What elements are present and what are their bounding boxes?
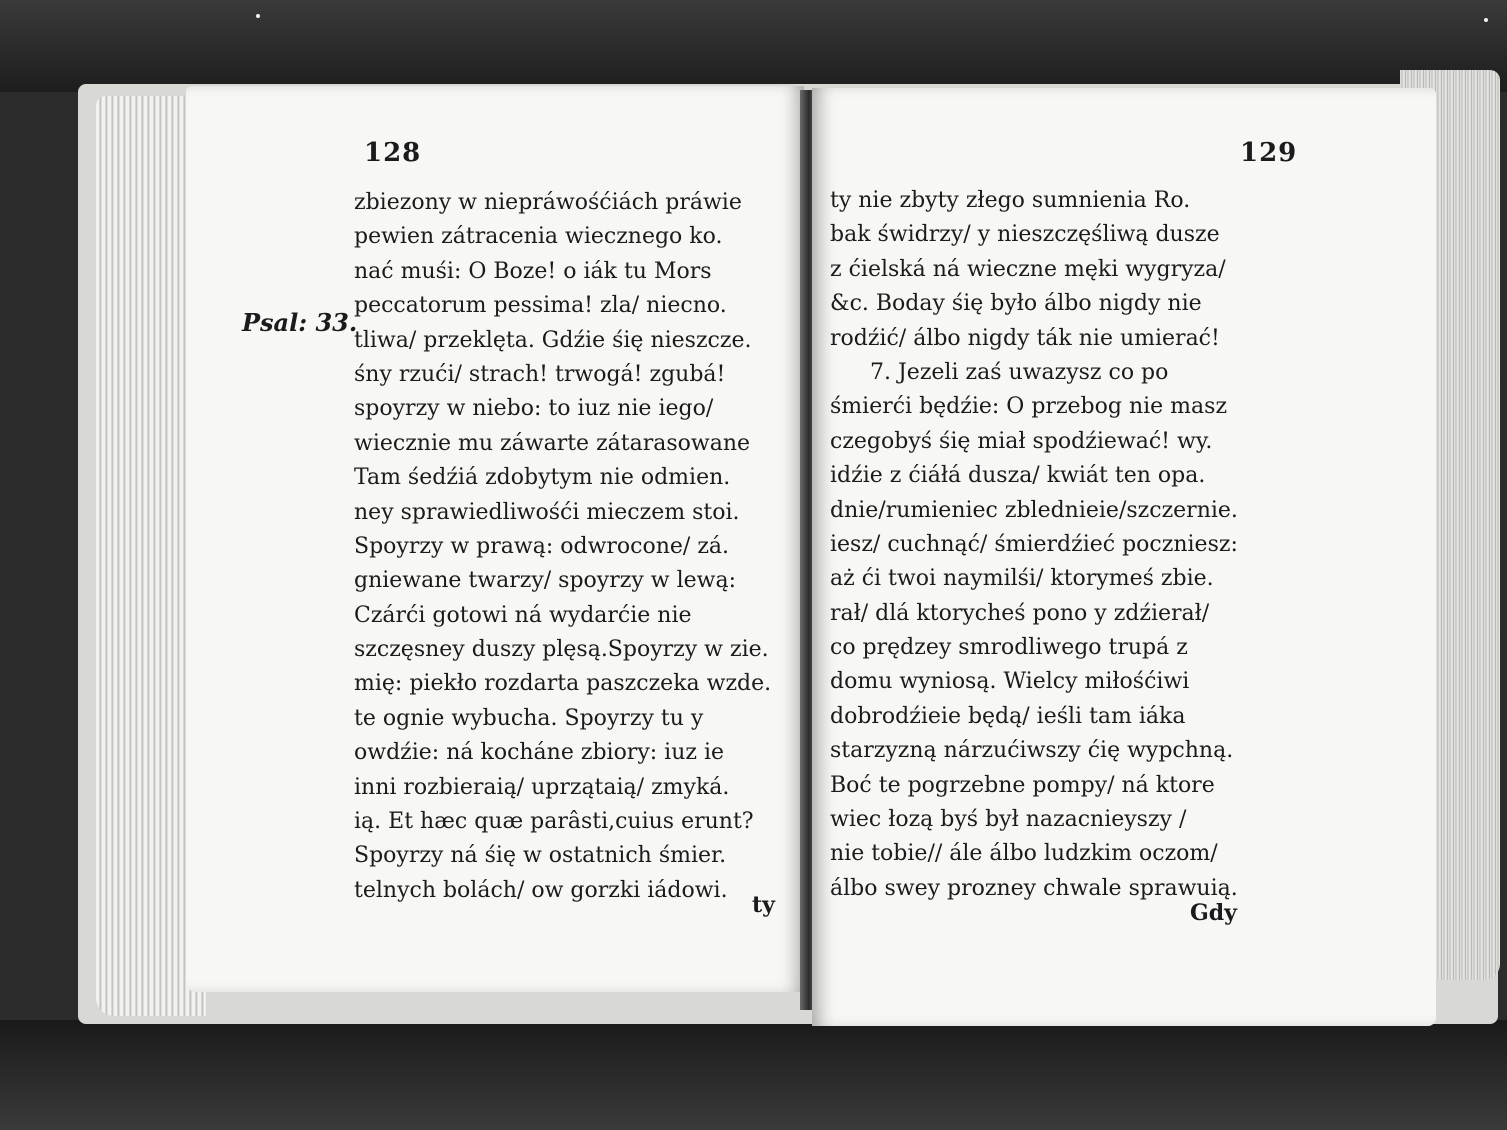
text-line: szczęsney duszy plęsą.Spoyrzy w zie. (354, 637, 769, 663)
text-line: rał/ dlá ktorycheś pono y zdźierał/ (830, 600, 1210, 626)
dust-speck (1484, 18, 1488, 22)
text-line: bak świdrzy/ y nieszczęśliwą dusze (830, 222, 1220, 248)
text-line: telnych bolách/ ow gorzki iádowi. (354, 877, 728, 903)
right-page-number: 129 (1240, 138, 1298, 168)
scan-background-bottom (0, 1020, 1507, 1130)
text-line: &c. Boday śię było álbo nigdy nie (830, 291, 1202, 317)
text-line: Czárći gotowi ná wydarćie nie (354, 602, 692, 628)
text-line: pewien zátracenia wiecznego ko. (354, 224, 723, 250)
text-line: zbiezony w niepráwośćiách práwie (354, 190, 742, 215)
text-line: spoyrzy w niebo: to iuz nie iego/ (354, 396, 714, 422)
text-line: ty nie zbyty złego sumnienia Ro. (830, 188, 1191, 213)
text-line: czegobyś śię miał spodźiewać! wy. (830, 428, 1213, 454)
text-line: wiec łozą byś był nazacnieyszy / (830, 807, 1187, 833)
left-catchword: ty (752, 892, 775, 918)
text-line: Spoyrzy w prawą: odwrocone/ zá. (354, 533, 730, 559)
text-line: dobrodźieie będą/ ieśli tam iáka (830, 703, 1186, 729)
text-line: ią. Et hæc quæ parâsti,cuius erunt? (354, 809, 754, 835)
scan-background-top (0, 0, 1507, 92)
text-line: tliwa/ przeklęta. Gdźie śię nieszcze. (354, 327, 752, 353)
text-line: peccatorum pessima! zla/ niecno. (354, 293, 727, 319)
text-line: co prędzey smrodliwego trupá z (830, 635, 1188, 661)
right-page-text (830, 184, 1238, 906)
left-page-text (354, 186, 771, 908)
text-line: wiecznie mu záwarte zátarasowane (354, 430, 751, 456)
text-line: 7. Jezeli zaś uwazysz co po (870, 359, 1169, 385)
text-line: iesz/ cuchnąć/ śmierdźieć poczniesz: (830, 531, 1238, 557)
text-line: owdźie: ná kocháne zbiory: iuz ie (354, 740, 725, 766)
left-page-number: 128 (364, 138, 422, 168)
text-line: aż ći twoi naymilśi/ ktorymeś zbie. (830, 566, 1214, 592)
text-line: z ćielská ná wieczne męki wygryza/ (830, 256, 1226, 282)
text-line: te ognie wybucha. Spoyrzy tu y (354, 705, 704, 731)
right-page (812, 88, 1436, 1026)
text-line: gniewane twarzy/ spoyrzy w lewą: (354, 568, 736, 594)
text-line: starzyzną nárzućiwszy ćię wypchną. (830, 738, 1234, 764)
text-line: domu wyniosą. Wielcy miłośćiwi (830, 669, 1190, 695)
text-line: inni rozbieraią/ uprzątaią/ zmyká. (354, 774, 730, 800)
text-line: ney sprawiedliwośći mieczem stoi. (354, 499, 740, 525)
text-line: mię: piekło rozdarta paszczeka wzde. (354, 671, 772, 697)
text-line: Boć te pogrzebne pompy/ ná ktore (830, 772, 1215, 798)
text-line: rodźić/ álbo nigdy ták nie umierać! (830, 325, 1220, 351)
text-line: idźie z ćiáłá dusza/ kwiát ten opa. (830, 463, 1206, 489)
text-line: nie tobie// ále álbo ludzkim oczom/ (830, 841, 1218, 867)
text-line: dnie/rumieniec zblednieie/szczernie. (830, 497, 1238, 523)
text-line: śmierći będźie: O przebog nie masz (830, 394, 1228, 420)
text-line: álbo swey prozney chwale sprawuią. (830, 875, 1238, 901)
text-line: Tam śedźiá zdobytym nie odmien. (354, 465, 731, 491)
text-line: śny rzući/ strach! trwogá! zgubá! (354, 361, 726, 387)
right-catchword: Gdy (1190, 900, 1237, 926)
margin-note: Psal: 33. (242, 308, 358, 337)
left-page (186, 86, 804, 992)
text-line: Spoyrzy ná śię w ostatnich śmier. (354, 843, 727, 869)
dust-speck (256, 14, 260, 18)
text-line: nać muśi: O Boze! o iák tu Mors (354, 258, 712, 284)
